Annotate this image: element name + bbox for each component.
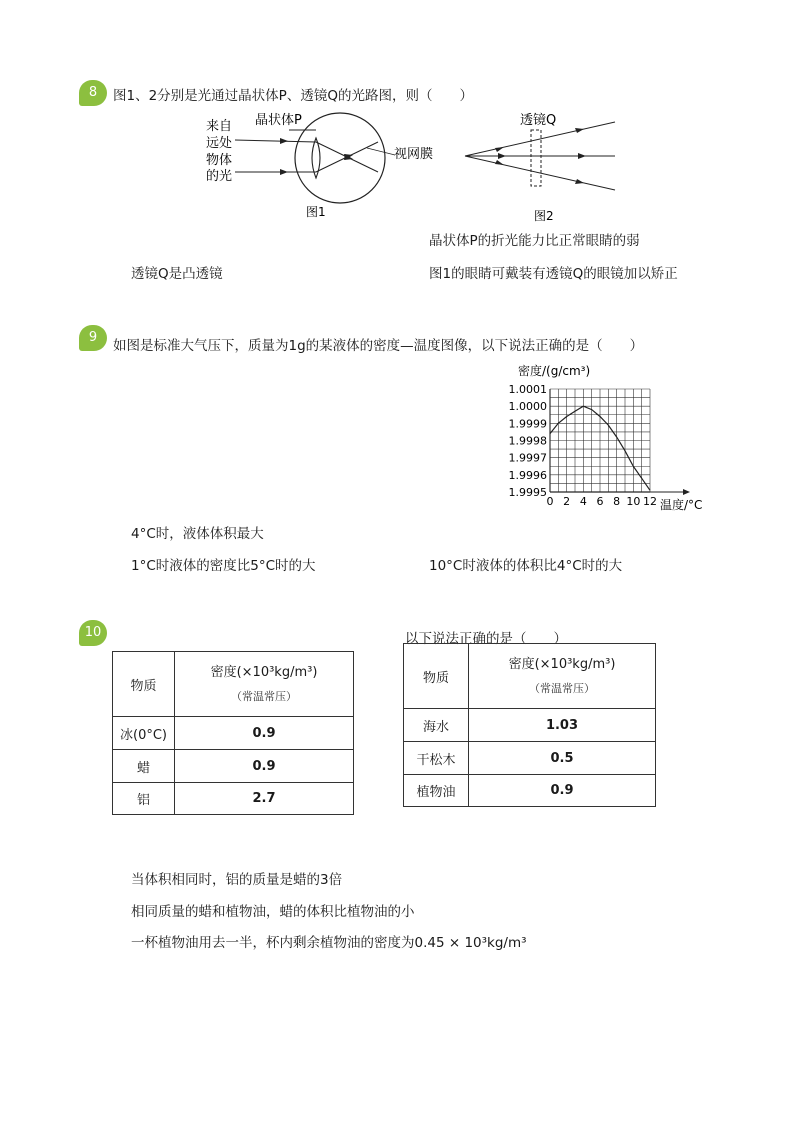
- table-row: 干松木 0.5: [404, 742, 656, 775]
- density-table-right: [403, 643, 656, 807]
- fig1-caption: 图1: [306, 205, 326, 219]
- x-tick-label: 6: [596, 495, 604, 508]
- y-tick-label: 1.9997: [508, 451, 547, 465]
- fig1-retina-label: 视网膜: [394, 147, 434, 162]
- chart-y-axis-label: 密度/(g/cm³): [518, 364, 591, 378]
- q9-option-d[interactable]: 10°C时液体的体积比4°C时的大: [429, 558, 623, 574]
- table-row: 蜡 0.9: [113, 750, 354, 783]
- fig1-lens-label: 晶状体P: [255, 113, 302, 128]
- x-axis-arrow: [683, 489, 690, 495]
- table-row: 植物油 0.9: [404, 775, 656, 807]
- y-tick-label: 1.9995: [508, 486, 547, 499]
- q8-option-c[interactable]: 透镜Q是凸透镜: [131, 266, 223, 282]
- table-row: 铝 2.7: [113, 783, 354, 815]
- fig1-light-label-4: 的光: [206, 169, 233, 184]
- x-tick-label: 10: [626, 495, 641, 508]
- table-row: 海水 1.03: [404, 709, 656, 742]
- q9-option-c[interactable]: 1°C时液体的密度比5°C时的大: [131, 558, 316, 574]
- x-tick-label: 4: [579, 495, 587, 508]
- figure-1-eye-diagram: [195, 108, 434, 224]
- eyeball-shape: [295, 113, 385, 203]
- table-left-header-substance: 物质: [113, 652, 175, 717]
- q10-option-b[interactable]: 相同质量的蜡和植物油，蜡的体积比植物油的小: [131, 904, 415, 920]
- x-tick-label: 0: [546, 495, 554, 508]
- y-tick-label: 1.0000: [508, 400, 547, 414]
- table-left-header-density: 密度(×10³kg/m³) （常温常压）: [175, 652, 354, 717]
- figure-2-lens-diagram: [460, 108, 625, 224]
- lens-q-shape: [531, 130, 541, 186]
- q10-option-c[interactable]: 一杯植物油用去一半，杯内剩余植物油的密度为0.45 × 10³kg/m³: [131, 935, 527, 951]
- fig2-caption: 图2: [534, 209, 554, 223]
- table-row: 冰(0°C) 0.9: [113, 717, 354, 750]
- y-tick-label: 1.9998: [508, 434, 547, 448]
- x-tick-label: 8: [613, 495, 621, 508]
- density-table-left: [112, 651, 354, 815]
- fig2-lens-label: 透镜Q: [520, 113, 557, 128]
- chart-x-ticks: [547, 495, 658, 508]
- q9-option-a[interactable]: 4°C时，液体体积最大: [131, 526, 264, 542]
- x-tick-label: 12: [643, 495, 657, 508]
- question-8-stem: 图1、2分别是光通过晶状体P、透镜Q的光路图，则（ ）: [113, 88, 473, 104]
- y-tick-label: 1.9996: [508, 468, 547, 482]
- question-9-stem: 如图是标准大气压下，质量为1g的某液体的密度—温度图像，以下说法正确的是（ ）: [113, 338, 644, 354]
- chart-y-ticks: [509, 383, 548, 499]
- question-9-badge: 9: [79, 325, 107, 351]
- fig1-light-label-1: 来自: [206, 119, 233, 134]
- q8-option-b[interactable]: 晶状体P的折光能力比正常眼睛的弱: [429, 233, 640, 249]
- table-right-header-substance: 物质: [404, 644, 469, 709]
- fig1-light-label-3: 物体: [206, 153, 233, 168]
- y-tick-label: 1.9999: [508, 417, 547, 431]
- chart-x-axis-label: 温度/°C: [660, 498, 703, 512]
- question-8-badge: 8: [79, 80, 107, 106]
- fig1-light-label-2: 远处: [206, 136, 233, 151]
- question-10-badge: 10: [79, 620, 107, 646]
- table-right-header-density: 密度(×10³kg/m³) （常温常压）: [469, 644, 656, 709]
- x-tick-label: 2: [563, 495, 571, 508]
- y-tick-label: 1.0001: [508, 383, 547, 396]
- density-temperature-chart: [500, 360, 710, 512]
- question-10-stem: 以下说法正确的是（ ）: [405, 631, 567, 647]
- q10-option-a[interactable]: 当体积相同时，铝的质量是蜡的3倍: [131, 872, 343, 888]
- q8-option-d[interactable]: 图1的眼睛可戴装有透镜Q的眼镜加以矫正: [429, 266, 678, 282]
- fig1-retina-pointer: [367, 148, 395, 155]
